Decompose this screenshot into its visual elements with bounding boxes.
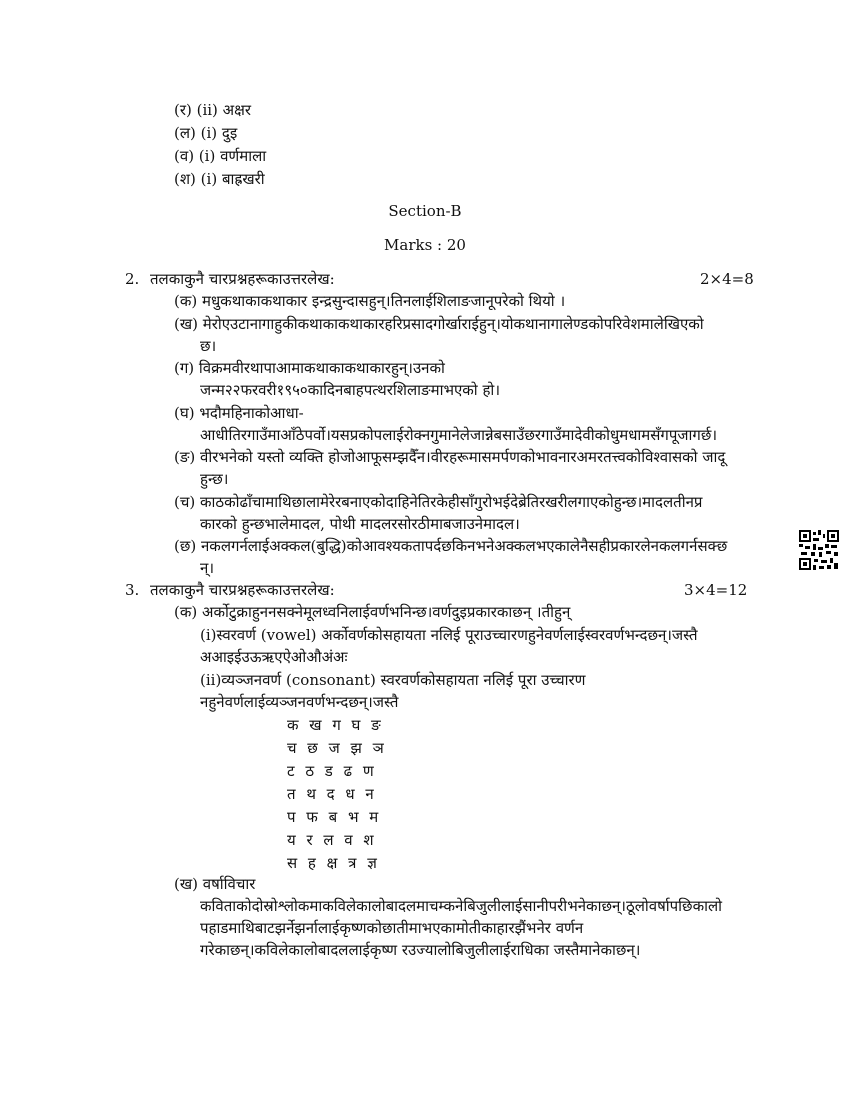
q2-item-gha: (घ) भदौमहिनाकोआधा- — [174, 404, 304, 422]
q2-item-kha: (ख) मेरोएउटानागाहुकीकथाकाकथाकारहरिप्रसादगोर्खाराईहुन्।योकथानागालेण्डकोपरिवेशमालेखिएको — [174, 315, 704, 333]
q2-item-nga-cont: हुन्छ। — [200, 470, 229, 488]
q2-item-nga: (ङ) वीरभनेको यस्तो व्यक्ति होजोआफूसम्झदैँन।वीरहरूमासमर्पणकोभावनारअमरतत्त्वकोविश्वासको जादू — [174, 448, 726, 466]
consonant-row: त थ द ध न — [287, 785, 374, 803]
q3-part-ka: (क) अर्कोटुक्राहुननसक्नेमूलध्वनिलाईवर्णभनिन्छ।वर्णदुइप्रकारकाछन् ।तीहुन् — [174, 603, 571, 621]
consonant-row: स ह क्ष त्र ज्ञ — [287, 854, 377, 872]
q2-marks: 2×4=8 — [700, 270, 754, 288]
q2-prompt: तलकाकुनै चारप्रश्नहरूकाउत्तरलेख: — [150, 270, 335, 288]
q2-item-ga: (ग) विक्रमवीरथापाआमाकथाकाकथाकारहुन्।उनको — [174, 359, 445, 377]
answer-ra: (र) (ii) अक्षर — [174, 101, 252, 119]
q3-prompt: तलकाकुनै चारप्रश्नहरूकाउत्तरलेख: — [150, 581, 335, 599]
consonant-row: च छ ज झ ञ — [287, 739, 384, 757]
answer-sha: (श) (i) बाह्रखरी — [174, 170, 265, 188]
consonant-row: ट ठ ड ढ ण — [287, 762, 374, 780]
q3-marks: 3×4=12 — [684, 581, 748, 599]
q3-part-kha: (ख) वर्षाविचार — [174, 875, 256, 893]
q3-part-kha-line2: पहाडमाथिबाटझर्नेझर्नालाईकृष्णकोछातीमाभएकामोतीकाहारझैंभनेर वर्णन — [200, 919, 584, 937]
q3-number: 3. — [125, 581, 140, 599]
q2-item-cha: (च) काठकोढाँचामाथिछालामेरेरबनाएकोदाहिनेतिरकेहीसाँगुरोभईदेब्रेतिरखरीलगाएकोहुन्छ।मादलतीनप्र — [174, 493, 703, 511]
answer-va: (व) (i) वर्णमाला — [174, 147, 267, 165]
q2-item-chha-cont: न्। — [200, 559, 215, 577]
consonant-row: य र ल व श — [287, 831, 374, 849]
q3-part-kha-line3: गरेकाछन्।कविलेकालोबादललाईकृष्ण रउज्यालोबिजुलीलाईराधिका जस्तैमानेकाछन्। — [200, 941, 641, 959]
q2-item-kha-cont: छ। — [200, 337, 217, 355]
consonant-row: क ख ग घ ङ — [287, 716, 381, 734]
q3-consonant-def: (ii)व्यञ्जनवर्ण (consonant) स्वरवर्णकोसहायता नलिई पूरा उच्चारण — [200, 671, 586, 689]
q3-consonant-def-cont: नहुनेवर्णलाईव्यञ्जनवर्णभन्दछन्।जस्तै — [200, 693, 399, 711]
section-title: Section-B — [388, 202, 462, 220]
q2-number: 2. — [125, 270, 140, 288]
q2-item-cha-cont: कारको हुन्छभालेमादल, पोथी मादलरसोरठीमाबजाउनेमादल। — [200, 515, 520, 533]
answer-la: (ल) (i) दुइ — [174, 124, 238, 142]
consonant-row: प फ ब भ म — [287, 808, 379, 826]
q3-part-kha-line1: कविताकोदोस्रोश्लोकमाकविलेकालोबादलमाचम्कनेबिजुलीलाईसानीपरीभनेकाछन्।ठूलोवर्षापछिकालो — [200, 897, 723, 915]
q3-vowel-list: अआइईउऊऋएऐओऔअंअः — [200, 648, 348, 666]
q2-item-chha: (छ) नकलगर्नलाईअक्कल(बुद्धि)कोआवश्यकतापर्दछकिनभनेअक्कलभएकालेनैसहीप्रकारलेनकलगर्नसक्छ — [174, 537, 728, 555]
q3-vowel-def: (i)स्वरवर्ण (vowel) अर्कोवर्णकोसहायता नलिई पूराउच्चारणहुनेवर्णलाईस्वरवर्णभन्दछन्।जस्तै — [200, 626, 698, 644]
q2-item-gha-cont: आधीतिरगाउँमाआँठेपर्वो।यसप्रकोपलाईरोक्नगुमानेलेजान्नेबसाउँछरगाउँमादेवीकोधुमधामसँगपूजागर्छ। — [200, 426, 718, 444]
q2-item-ka: (क) मधुकथाकाकथाकार इन्द्रसुन्दासहुन्।तिनलाईशिलाङजानूपरेको थियो । — [174, 292, 566, 310]
qr-code-icon — [799, 530, 839, 570]
section-marks: Marks : 20 — [384, 236, 466, 254]
q2-item-ga-cont: जन्म२२फरवरी१९५०कादिनबाहपत्थरशिलाङमाभएको हो। — [200, 381, 501, 399]
